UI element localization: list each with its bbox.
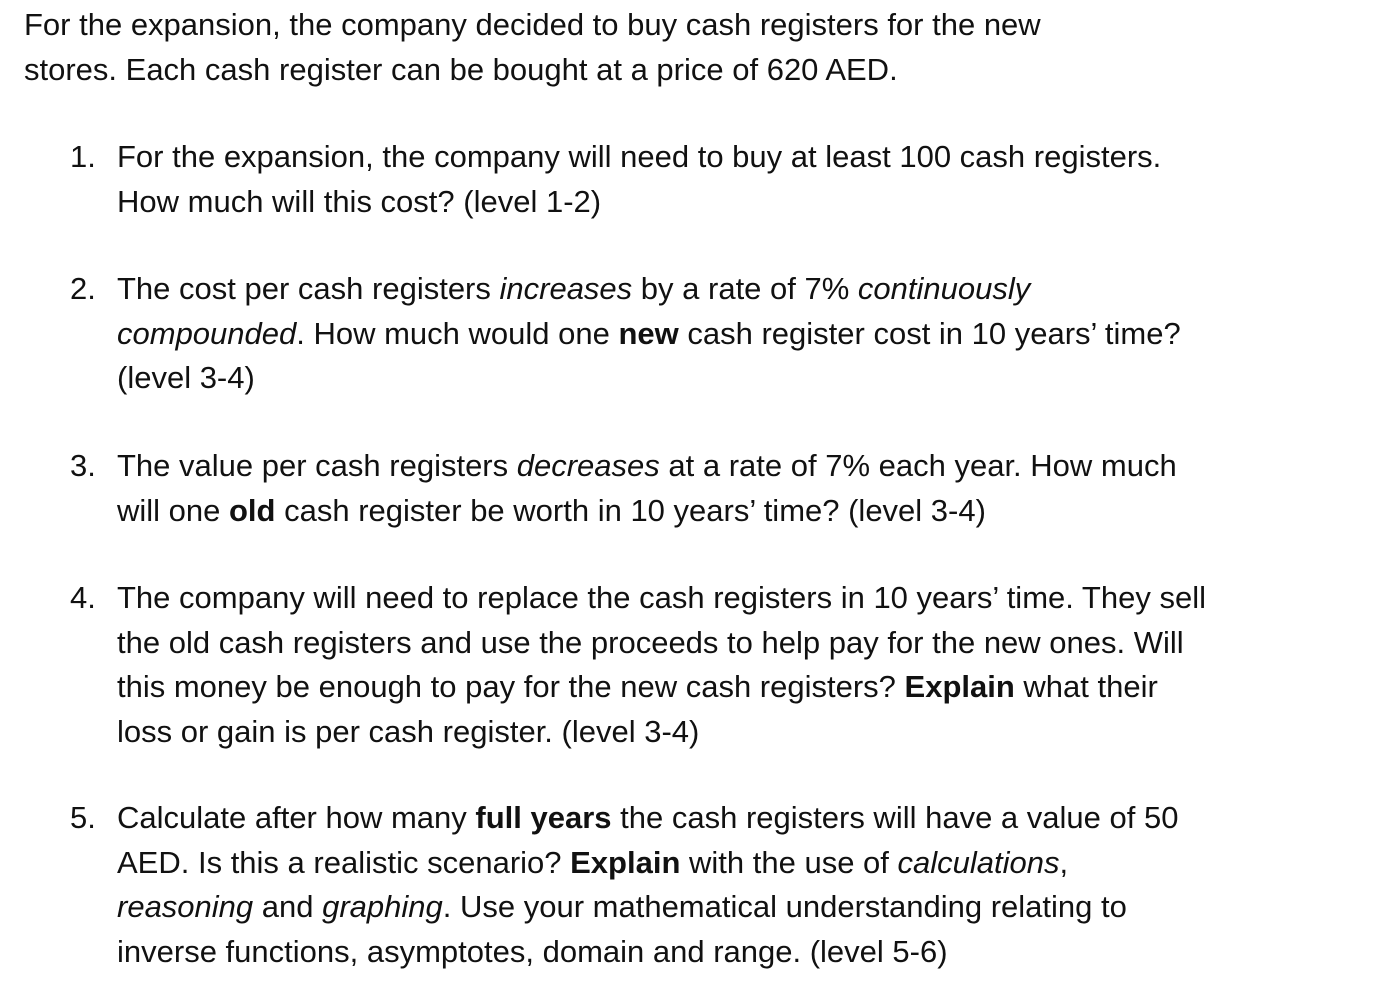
text-run: by a rate of 7% [632, 271, 858, 306]
text-run: with the use of [680, 844, 898, 880]
question-3-text [117, 444, 1210, 533]
text-run: and [253, 889, 323, 924]
question-2-text [117, 267, 1210, 401]
question-2-number: 2. [70, 271, 96, 306]
bold-explain: Explain [904, 669, 1015, 704]
emphasis-reasoning: reasoning [117, 889, 254, 924]
text-run: cash register cost in 10 years’ time? (level 3-4) [117, 315, 1181, 395]
question-4-text [117, 576, 1210, 754]
intro-line-2: stores. Each cash register can be bought at a price of 620 AED. [24, 52, 898, 87]
text-run: at a rate of 7% each year. How much will one [117, 448, 1177, 528]
bold-explain: Explain [570, 844, 681, 880]
question-3-number: 3. [70, 448, 96, 483]
question-5-number: 5. [70, 800, 96, 835]
text-run: The value per cash registers [117, 448, 517, 483]
question-5-text [117, 796, 1210, 974]
emphasis-increases: increases [499, 271, 633, 306]
emphasis-continuously-compounded: continuously compounded [117, 271, 1031, 351]
question-2 [70, 267, 1210, 401]
bold-new: new [618, 315, 679, 351]
text-run: cash register be worth in 10 years’ time? (level 3-4) [275, 492, 986, 528]
text-run: The cost per cash registers [117, 271, 500, 306]
question-4 [70, 576, 1210, 754]
bold-old: old [229, 492, 276, 528]
emphasis-calculations: calculations [897, 844, 1060, 880]
question-1-number: 1. [70, 139, 96, 174]
text-run: The company will need to replace the cash registers in 10 years’ time. They sell the old cash registers and use the proceeds to help pay for the new ones. Will this money be enough to pay for the new cash registers? [117, 580, 1206, 704]
question-3 [70, 444, 1210, 533]
question-1-text [117, 135, 1210, 224]
emphasis-decreases: decreases [516, 448, 660, 483]
intro-line-1: For the expansion, the company decided to buy cash registers for the new [24, 7, 1041, 42]
question-5 [70, 796, 1210, 974]
question-1-text-part: For the expansion, the company will need to buy at least 100 cash registers. How much will this cost? (level 1-2) [117, 139, 1162, 219]
intro-paragraph [24, 2, 1204, 92]
text-run: . Use your mathematical understanding relating to inverse functions, asymptotes, domain and range. (level 5-6) [117, 889, 1127, 969]
text-run: . How much would one [296, 315, 619, 351]
emphasis-graphing: graphing [322, 889, 443, 924]
text-run: the cash registers will have a value of 50 AED. Is this a realistic scenario? [117, 800, 1179, 880]
question-1 [70, 135, 1210, 224]
question-4-number: 4. [70, 580, 96, 615]
bold-full-years: full years [475, 800, 612, 835]
text-run: Calculate after how many [117, 800, 476, 835]
text-run: what their loss or gain is per cash register. (level 3-4) [117, 669, 1158, 749]
text-run: , [1059, 844, 1069, 880]
